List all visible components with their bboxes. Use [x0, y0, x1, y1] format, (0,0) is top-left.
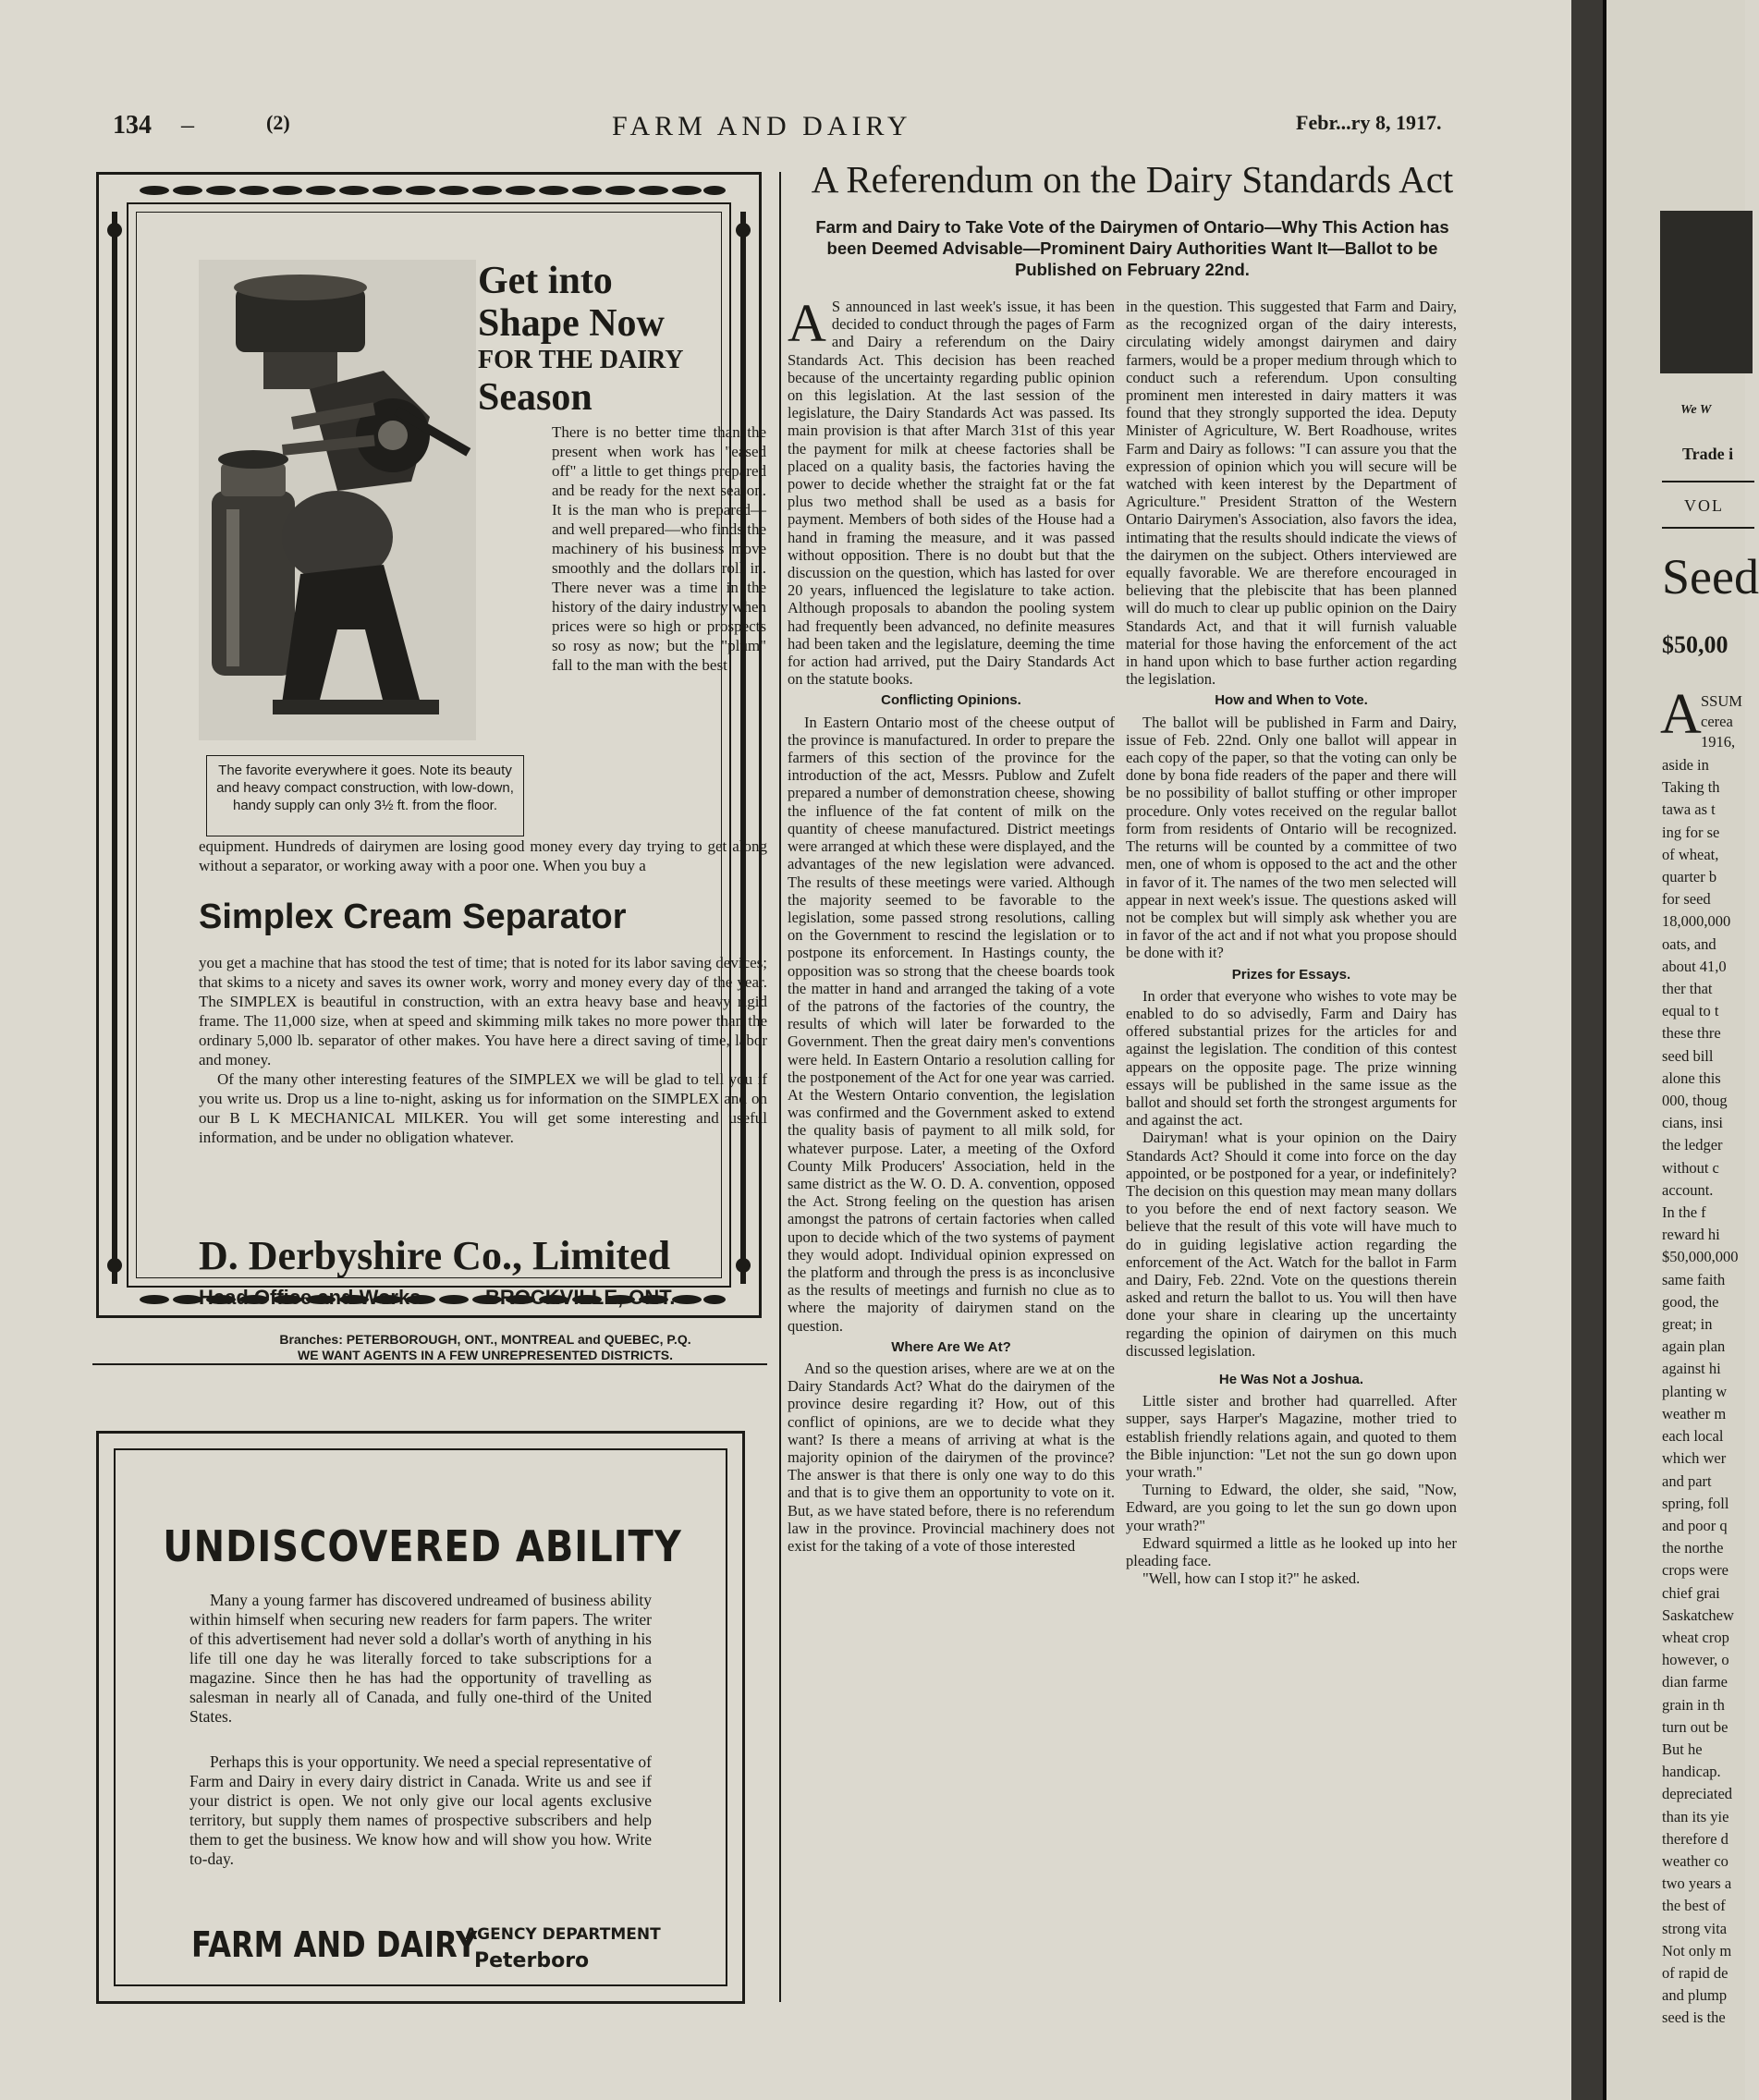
- undiscovered-ability-advertisement: [96, 1431, 745, 2004]
- company-name: D. Derbyshire Co., Limited: [199, 1233, 671, 1278]
- adjacent-text-line: great; in: [1662, 1315, 1713, 1334]
- adjacent-text-line: these thre: [1662, 1024, 1721, 1043]
- adjacent-text-line: ther that: [1662, 980, 1713, 998]
- adjacent-vol: VOL: [1684, 496, 1724, 515]
- adjacent-page: [1606, 0, 1759, 2100]
- adjacent-text-line: and part: [1662, 1471, 1712, 1490]
- simplex-advertisement: [96, 172, 767, 1362]
- adjacent-text-line: strong vita: [1662, 1919, 1728, 1937]
- signoff-name: FARM AND DAIRY: [191, 1923, 478, 1966]
- adjacent-text-line: account.: [1662, 1180, 1714, 1199]
- adjacent-tagline: We W: [1680, 403, 1712, 417]
- branches-list: Branches: PETERBOROUGH, ONT., MONTREAL and QUEBEC, P.Q.: [279, 1332, 691, 1347]
- adjacent-text-line: handicap.: [1662, 1763, 1721, 1781]
- adjacent-text-line: cians, insi: [1662, 1114, 1723, 1132]
- adjacent-text-column: [1662, 754, 1739, 2030]
- adjacent-title: Seed: [1662, 549, 1759, 604]
- headline-line-4: Season: [478, 376, 592, 419]
- article-paragraph: In order that everyone who wishes to vote may be enabled to do so advisedly, Farm and Dairy has offered substantial prizes for the articles for and against the legislation. The condition of this contest appears on the opposite page. The prize winning essays will be published in the same issue as the ballot and should set forth the strongest arguments for and against the act.: [1126, 986, 1457, 1129]
- ad-headline: UNDISCOVERED ABILITY: [163, 1522, 682, 1572]
- adjacent-text-line: without c: [1662, 1158, 1719, 1177]
- article-paragraph: Edward squirmed a little as he looked up into her pleading face.: [1126, 1533, 1457, 1570]
- section-heading: How and When to Vote.: [1215, 692, 1368, 709]
- head-office-city: BROCKVILLE, ONT.: [485, 1286, 676, 1309]
- adjacent-lines-top: [1701, 691, 1742, 752]
- ad-frame: [127, 202, 767, 1362]
- article-paragraph: in the question. This suggested that Farm and Dairy, as the recognized organ of the dairy interests, circulating widely amongst dairymen and dairy farmers, would be a proper medium through which to conduct such a referendum. Upon consulting prominent men interested in dairy matters it was found that they strongly supported the idea. Deputy Minister of Agriculture, W. Bert Roadhouse, writes Farm and Dairy as follows: "I can assure you that the expression of opinion which you will secure will be watched with keen interest by the Department of Agriculture." President Stratton of the Western Ontario Dairymen's Association, also favors the idea, intimating that the results should indicate the views of the dairymen on the subject. Others interviewed are equally favorable. We are therefore encouraged in believing that the plebiscite that has been planned will do much to clear up public opinion on the Dairy Standards Act, and that it will furnish valuable material for those having the enforcement of the act in hand upon which to base further action regarding the legislation.: [1126, 298, 1457, 689]
- article-lead-text: S announced in last week's issue, it has been decided to conduct through the pages of Farm and Dairy a referendum on the Dairy Standards Act. This decision has been reached because of the uncertainty regarding public opinion on this legislation. At the last session of the legislature, the Dairy Standards Act was passed. Its main provision is that after March 31st of this year the payment for milk at cheese factories shall be placed on a quality basis, the factories having the power to decide whether the straight fat or the fat plus two method shall be used as a basis for payment. Members of both sides of the House had a hand in framing the measure, and it was passed without opposition. There is no doubt but that the discussion on the question, which has lasted for over 20 years, influenced the legislature to take action. Although proposals to abandon the pooling system had frequently been advanced, no definite measures had been taken and the legislature, deeming the time for action had arrived, put the Dairy Standards Act on the statute books.: [788, 298, 1115, 689]
- branches-info: [199, 1332, 772, 1363]
- adjacent-amount: $50,00: [1662, 631, 1728, 658]
- signoff-city: Peterboro: [474, 1949, 590, 1972]
- adjacent-text-line: the ledger: [1662, 1136, 1723, 1154]
- ad-body-details: [199, 953, 767, 1147]
- article-column-2: [1126, 298, 1457, 1587]
- adjacent-text-line: than its yie: [1662, 1807, 1729, 1825]
- adjacent-text-line: spring, foll: [1662, 1494, 1729, 1512]
- adjacent-text-line: seed bill: [1662, 1046, 1714, 1065]
- head-office: [199, 1286, 772, 1310]
- adjacent-text-line: about 41,0: [1662, 957, 1727, 975]
- adjacent-text-line: two years a: [1662, 1874, 1732, 1893]
- adjacent-text-line: same faith: [1662, 1270, 1726, 1288]
- adjacent-text-line: In the f: [1662, 1203, 1706, 1222]
- adjacent-trade: Trade i: [1682, 445, 1734, 463]
- adjacent-text-line: again plan: [1662, 1337, 1726, 1356]
- adjacent-text-line: wheat crop: [1662, 1628, 1729, 1646]
- headline-line-1: Get into: [478, 260, 613, 302]
- adjacent-text-line: aside in: [1662, 756, 1709, 774]
- ad-paragraph-2: Perhaps this is your opportunity. We need a special representative of Farm and Dairy in every dairy district in Canada. Write us and see if your district is open. We not only give our local agents exclusive territory, but supply them names of prospective subscribers and help them to get the business. We know how and will show you how. Write to-day.: [189, 1752, 652, 1868]
- article-paragraph: The ballot will be published in Farm and Dairy, issue of Feb. 22nd. Only one ballot will appear in each copy of the paper, so that the voting can only be done by bona fide readers of the paper and there will be no possibility of ballot stuffing or other improper procedure. Only votes received on the regular ballot form from residents of Ontario will be recognized. The returns will be counted by a committee of two men, one of whom is opposed to the act and the other in favor of it. The names of the two men selected will appear in next week's issue. The questions asked will not be complex but will simply ask whether you are in favor of the act and if not what you propose should be done with it?: [1126, 713, 1457, 962]
- section-number: (2): [266, 111, 290, 134]
- adjacent-text-line: weather m: [1662, 1404, 1727, 1422]
- header-dash: –: [181, 111, 194, 140]
- adjacent-text-line: therefore d: [1662, 1829, 1728, 1848]
- section-heading: Conflicting Opinions.: [881, 692, 1021, 709]
- ad-body-paragraph-2: Of the many other interesting features of the SIMPLEX we will be glad to tell you if you write us. Drop us a line to-night, asking us for information on the SIMPLEX and on our B L K MECHANICAL MILKER. You will get some interesting and useful information, and be under no obligation whatever.: [199, 1070, 767, 1146]
- adjacent-text-line: of wheat,: [1662, 845, 1719, 863]
- headline-get-into-shape: [478, 260, 755, 419]
- article-subtitle: Farm and Dairy to Take Vote of the Dairymen of Ontario—Why This Action has been Deemed Advisable—Prominent Dairy Authorities Want It—Ballot to be Published on February 22nd.: [815, 217, 1449, 279]
- adjacent-text-line: Saskatchew: [1662, 1606, 1734, 1624]
- ad-body-paragraph-1: you get a machine that has stood the test of time; that is noted for its labor saving devices; that skims to a nicety and saves its owner work, worry and money every day of the year. The SIMPLEX is beautiful in construction, with an extra heavy base and heavy rigid frame. The 11,000 size, when at speed and skimming milk takes no more power than the ordinary 5,000 lb. separator of other makes. You have here a direct saving of time, labor and money.: [199, 954, 767, 1068]
- adjacent-text-line: against hi: [1662, 1360, 1721, 1378]
- adjacent-text-line: quarter b: [1662, 868, 1717, 886]
- adjacent-text-line: turn out be: [1662, 1717, 1728, 1736]
- section-heading: Prizes for Essays.: [1231, 966, 1351, 983]
- product-name: Simplex Cream Separator: [199, 897, 627, 936]
- adjacent-text-line: seed is the: [1662, 2008, 1726, 2027]
- article-paragraph: In Eastern Ontario most of the cheese output of the province is manufactured. In order to prepare the farmers of this section of the province for the introduction of the act, Messrs. Publow and Zufelt prepared a number of demonstration cheese, showing the influence of the fat content of milk on the quantity of cheese manufactured. District meetings were arranged at which these were displayed, and the advantages of the new legislation were advanced. The results of these meetings were varied. Although the majority seemed to be favorable to the legislation, some passed strong resolutions, calling on the Government to rescind the legislation or to postpone its enforcement. In Hastings county, the opposition was so strong that the cheese boards took the matter in hand and arranged the taking of a vote of the patrons of the factories of the country, the results of which will later be forwarded to the Government. Then the great dairy men's conventions were held. In Eastern Ontario a resolution calling for the postponement of the Act for one year was carried. At the Western Ontario convention, the legislation was confirmed and the Government asked to extend the quality basis of payment to all milk sold, for whatever purpose. Later, a meeting of the Oxford County Milk Producers' Association, held in the same district as the W. O. D. A. convention, opposed the Act. Strong feeling on the question has arisen amongst the patrons of certain factories when called upon to decide which of the two systems of payment they would adopt. Individual opinion expressed on the platform and through the press is as inconclusive as the results of meetings and furnish no clue as to where the majority of dairymen stand on the question.: [788, 713, 1115, 1335]
- section-heading: Where Are We At?: [891, 1338, 1011, 1355]
- adjacent-text-line: and plump: [1662, 1986, 1728, 2005]
- article-paragraph: Little sister and brother had quarrelled. After supper, says Harper's Magazine, mother tried to establish friendly relations again, and quoted to them the Bible injunction: "Let not the sun go down upon your wrath.": [1126, 1392, 1457, 1481]
- adjacent-text-line: 000, thoug: [1662, 1092, 1728, 1110]
- article-paragraph: [788, 293, 1115, 689]
- adjacent-text-line: the northe: [1662, 1539, 1724, 1557]
- adjacent-text-line: planting w: [1662, 1382, 1728, 1400]
- adjacent-text-line: Not only m: [1662, 1941, 1732, 1960]
- adjacent-rule: [1662, 527, 1754, 529]
- adjacent-text-line: tawa as t: [1662, 800, 1716, 819]
- ad-paragraph-1: Many a young farmer has discovered undreamed of business ability within himself when securing new readers for farm papers. The writer of this advertisement had never sold a dollar's worth of anything in his life till one day he was literally forced to take subscriptions for a magazine. Since then he has had the opportunity of travelling as salesman in nearly all of Canada, and fully one-third of the United States.: [189, 1591, 652, 1726]
- adjacent-text-line: But he: [1662, 1740, 1703, 1758]
- adjacent-text-line: $50,000,000: [1662, 1248, 1739, 1266]
- signoff-department: AGENCY DEPARTMENT: [465, 1925, 661, 1944]
- article-paragraph: "Well, how can I stop it?" he asked.: [1142, 1569, 1361, 1588]
- agents-wanted: WE WANT AGENTS IN A FEW UNREPRESENTED DISTRICTS.: [297, 1348, 673, 1362]
- adjacent-dropcap: A: [1660, 683, 1702, 746]
- adjacent-text-line: the best of: [1662, 1897, 1726, 1915]
- ornamental-border-top: [136, 178, 727, 202]
- adjacent-text-line: reward hi: [1662, 1226, 1720, 1244]
- adjacent-text-line: and poor q: [1662, 1516, 1728, 1534]
- adjacent-text-line: which wer: [1662, 1449, 1727, 1468]
- adjacent-illustration: [1660, 211, 1753, 373]
- adjacent-text-line: each local: [1662, 1427, 1724, 1446]
- adjacent-text-line: 1916,: [1701, 733, 1736, 751]
- ornamental-border-left: [103, 212, 127, 1284]
- issue-date: Febr...ry 8, 1917.: [1296, 111, 1442, 134]
- adjacent-text-line: good, the: [1662, 1292, 1719, 1311]
- adjacent-text-line: crops were: [1662, 1561, 1728, 1580]
- cream-separator-illustration: [199, 260, 476, 740]
- adjacent-rule: [1662, 481, 1754, 482]
- adjacent-text-line: SSUM: [1701, 692, 1742, 710]
- headline-line-3: FOR THE DAIRY: [478, 346, 684, 374]
- drop-cap: A: [788, 293, 826, 353]
- article-paragraph: Dairyman! what is your opinion on the Dairy Standards Act? Should it come into force on the day appointed, or be postponed for a year, or indefinitely? The decision on this question may mean many dollars to you before the end of next factory season. We believe that the result of this vote will have much to do in guiding legislative action regarding the enforcement of the Act. Watch for the ballot in Farm and Dairy, Feb. 22nd. Vote on the questions therein asked and return the ballot to us. You will then have done your share in clearing up the uncertainty regarding the opinion of dairymen on this much discussed legislation.: [1126, 1129, 1457, 1360]
- adjacent-text-line: Taking th: [1662, 778, 1720, 797]
- horizontal-rule: [92, 1363, 767, 1365]
- page-number: 134: [113, 111, 152, 140]
- article-title: A Referendum on the Dairy Standards Act: [811, 158, 1454, 201]
- adjacent-text-line: depreciated: [1662, 1785, 1733, 1803]
- adjacent-text-line: for seed: [1662, 890, 1711, 909]
- section-heading: He Was Not a Joshua.: [1218, 1371, 1364, 1387]
- adjacent-text-line: 18,000,000: [1662, 912, 1731, 931]
- adjacent-text-line: equal to t: [1662, 1002, 1719, 1020]
- adjacent-text-line: ing for se: [1662, 823, 1720, 841]
- adjacent-text-line: alone this: [1662, 1068, 1721, 1087]
- headline-line-2: Shape Now: [478, 302, 665, 345]
- adjacent-text-line: oats, and: [1662, 934, 1716, 953]
- adjacent-text-line: grain in th: [1662, 1695, 1725, 1714]
- head-office-label: Head Office and Works -: [199, 1286, 434, 1309]
- article-paragraph: Turning to Edward, the older, she said, "Now, Edward, are you going to let the sun go down upon your wrath?": [1126, 1481, 1457, 1534]
- adjacent-text-line: chief grai: [1662, 1583, 1720, 1602]
- ad-body-equipment: equipment. Hundreds of dairymen are losing good money every day trying to get along without a separator, or working away with a poor one. When you buy a: [199, 837, 767, 874]
- adjacent-text-line: of rapid de: [1662, 1963, 1728, 1982]
- column-divider: [779, 172, 781, 2002]
- adjacent-text-line: however, o: [1662, 1651, 1729, 1669]
- adjacent-text-line: dian farme: [1662, 1673, 1728, 1691]
- page-gutter: [1571, 0, 1603, 2100]
- adjacent-text-line: cerea: [1701, 713, 1733, 730]
- adjacent-text-line: weather co: [1662, 1851, 1728, 1870]
- article-column-1: [788, 293, 1115, 1556]
- article-paragraph: And so the question arises, where are we at on the Dairy Standards Act? What do the dairymen of the province desire regarding it? How, out of this conflict of opinions, are we to decide what they want? Is there a means of arriving at what is the majority opinion of the dairymen of the province? The answer is that there is only one way to do this and that is to give them an opportunity to vote on it. But, as we have stated before, there is no referendum law in the province. Provincial machinery does not exist for the taking of a vote of those interested: [788, 1359, 1115, 1556]
- ad-body-intro: There is no better time than the present when work has "eased off" a little to get things prepared and be ready for the next season. It is the man who is prepared—and well prepared—who finds the machinery of his business move smoothly and the dollars roll in. There never was a time in the history of the dairy industry when prices were so high or prospects so rosy as now; but the "plum" fall to the man with the best: [552, 423, 766, 674]
- illustration-caption: The favorite everywhere it goes. Note its beauty and heavy compact construction, with low-down, handy supply can only 3½ ft. from the floor.: [206, 755, 524, 836]
- publication-title: FARM AND DAIRY: [612, 111, 912, 141]
